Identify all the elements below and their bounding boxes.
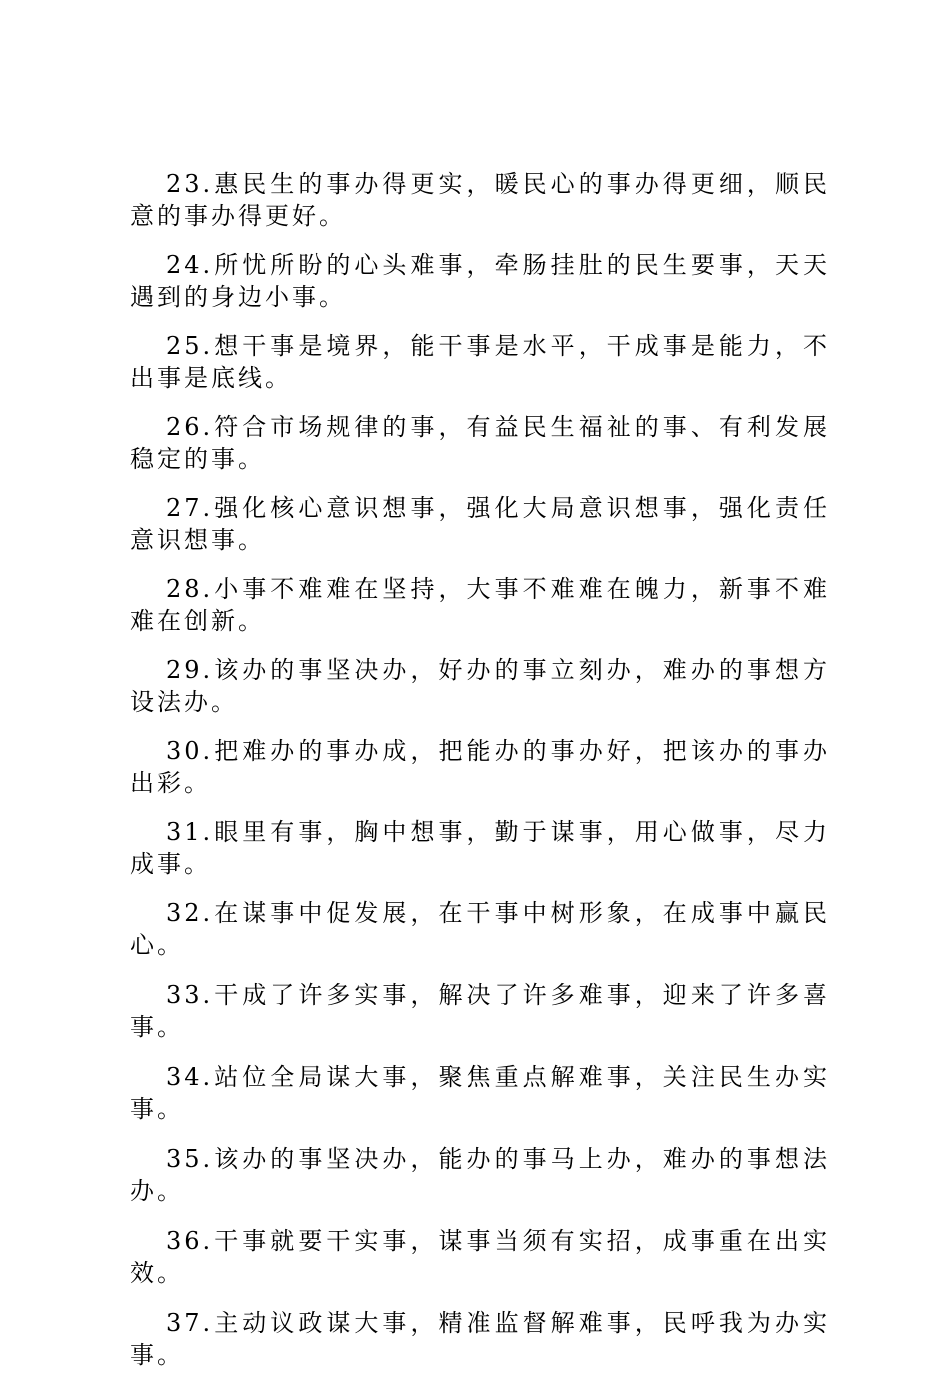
list-item-28: 28.小事不难难在坚持，大事不难难在魄力，新事不难难在创新。 [130,575,830,635]
list-item-25: 25.想干事是境界，能干事是水平，干成事是能力，不出事是底线。 [130,332,830,392]
list-item-27: 27.强化核心意识想事，强化大局意识想事，强化责任意识想事。 [130,494,830,554]
list-item-26: 26.符合市场规律的事，有益民生福祉的事、有利发展稳定的事。 [130,413,830,473]
list-item-29: 29.该办的事坚决办，好办的事立刻办，难办的事想方设法办。 [130,656,830,716]
list-item-36: 36.干事就要干实事，谋事当须有实招，成事重在出实效。 [130,1227,830,1287]
list-item-34: 34.站位全局谋大事，聚焦重点解难事，关注民生办实事。 [130,1063,830,1123]
list-item-30: 30.把难办的事办成，把能办的事办好，把该办的事办出彩。 [130,737,830,797]
document-body [130,168,830,1389]
list-item-35: 35.该办的事坚决办，能办的事马上办，难办的事想法办。 [130,1145,830,1205]
list-item-31: 31.眼里有事，胸中想事，勤于谋事，用心做事，尽力成事。 [130,818,830,878]
list-item-32: 32.在谋事中促发展，在干事中树形象，在成事中赢民心。 [130,899,830,959]
list-item-37: 37.主动议政谋大事，精准监督解难事，民呼我为办实事。 [130,1309,830,1369]
list-item-24: 24.所忧所盼的心头难事，牵肠挂肚的民生要事，天天遇到的身边小事。 [130,251,830,311]
list-item-33: 33.干成了许多实事，解决了许多难事，迎来了许多喜事。 [130,981,830,1041]
list-item-23: 23.惠民生的事办得更实，暖民心的事办得更细，顺民意的事办得更好。 [130,170,830,230]
